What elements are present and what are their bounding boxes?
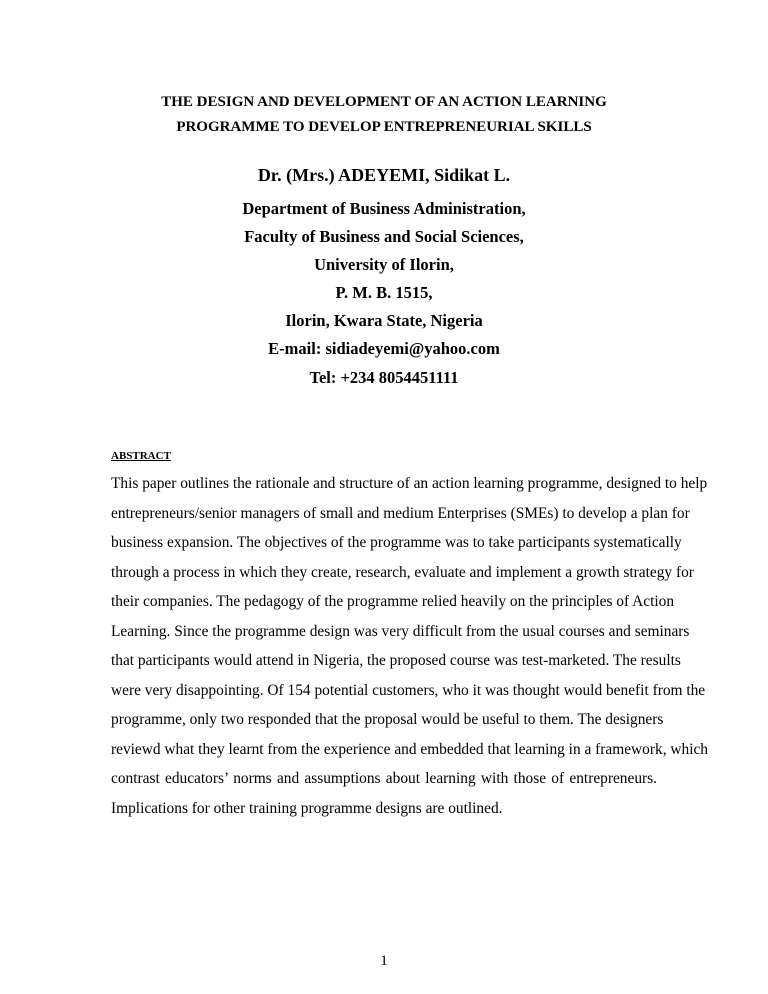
abstract-line: their companies. The pedagogy of the programme relied heavily on the principles of Action <box>111 593 675 610</box>
affiliation-university: University of Ilorin, <box>314 255 454 274</box>
abstract-line: entrepreneurs/senior managers of small and medium Enterprises (SMEs) to develop a plan for <box>111 504 690 522</box>
abstract-line: contrast educators’ norms and assumptions about learning with those of entrepreneurs. <box>111 770 657 787</box>
abstract-line: reviewd what they learnt from the experience and embedded that learning in a framework, which <box>111 740 708 758</box>
page-number: 1 <box>380 953 388 969</box>
author-telephone: Tel: +234 8054451111 <box>309 368 459 387</box>
abstract-heading: ABSTRACT <box>111 450 171 462</box>
affiliation-location: Ilorin, Kwara State, Nigeria <box>285 311 483 330</box>
abstract-line: through a process in which they create, research, evaluate and implement a growth strategy for <box>111 563 694 581</box>
author-email: E-mail: sidiadeyemi@yahoo.com <box>268 339 500 358</box>
affiliation-faculty: Faculty of Business and Social Sciences, <box>244 227 524 246</box>
affiliation-department: Department of Business Administration, <box>242 199 526 218</box>
abstract-body <box>111 469 708 823</box>
paper-title-line-2: PROGRAMME TO DEVELOP ENTREPRENEURIAL SKILLS <box>176 119 592 135</box>
abstract-line: business expansion. The objectives of the programme was to take participants systematically <box>111 534 682 551</box>
abstract-line: Learning. Since the programme design was very difficult from the usual courses and seminars <box>111 622 690 640</box>
paper-title-line-1: THE DESIGN AND DEVELOPMENT OF AN ACTION LEARNING <box>161 94 607 110</box>
abstract-line: programme, only two responded that the proposal would be useful to them. The designers <box>111 711 664 728</box>
abstract-line: This paper outlines the rationale and structure of an action learning programme, designed to help <box>111 475 708 492</box>
abstract-line: were very disappointing. Of 154 potential customers, who it was thought would benefit from the <box>111 681 706 699</box>
abstract-line: that participants would attend in Nigeria, the proposed course was test-marketed. The results <box>111 652 681 669</box>
author-name: Dr. (Mrs.) ADEYEMI, Sidikat L. <box>257 165 511 185</box>
affiliation-pmb: P. M. B. 1515, <box>335 283 433 302</box>
abstract-line: Implications for other training programme designs are outlined. <box>111 799 503 817</box>
